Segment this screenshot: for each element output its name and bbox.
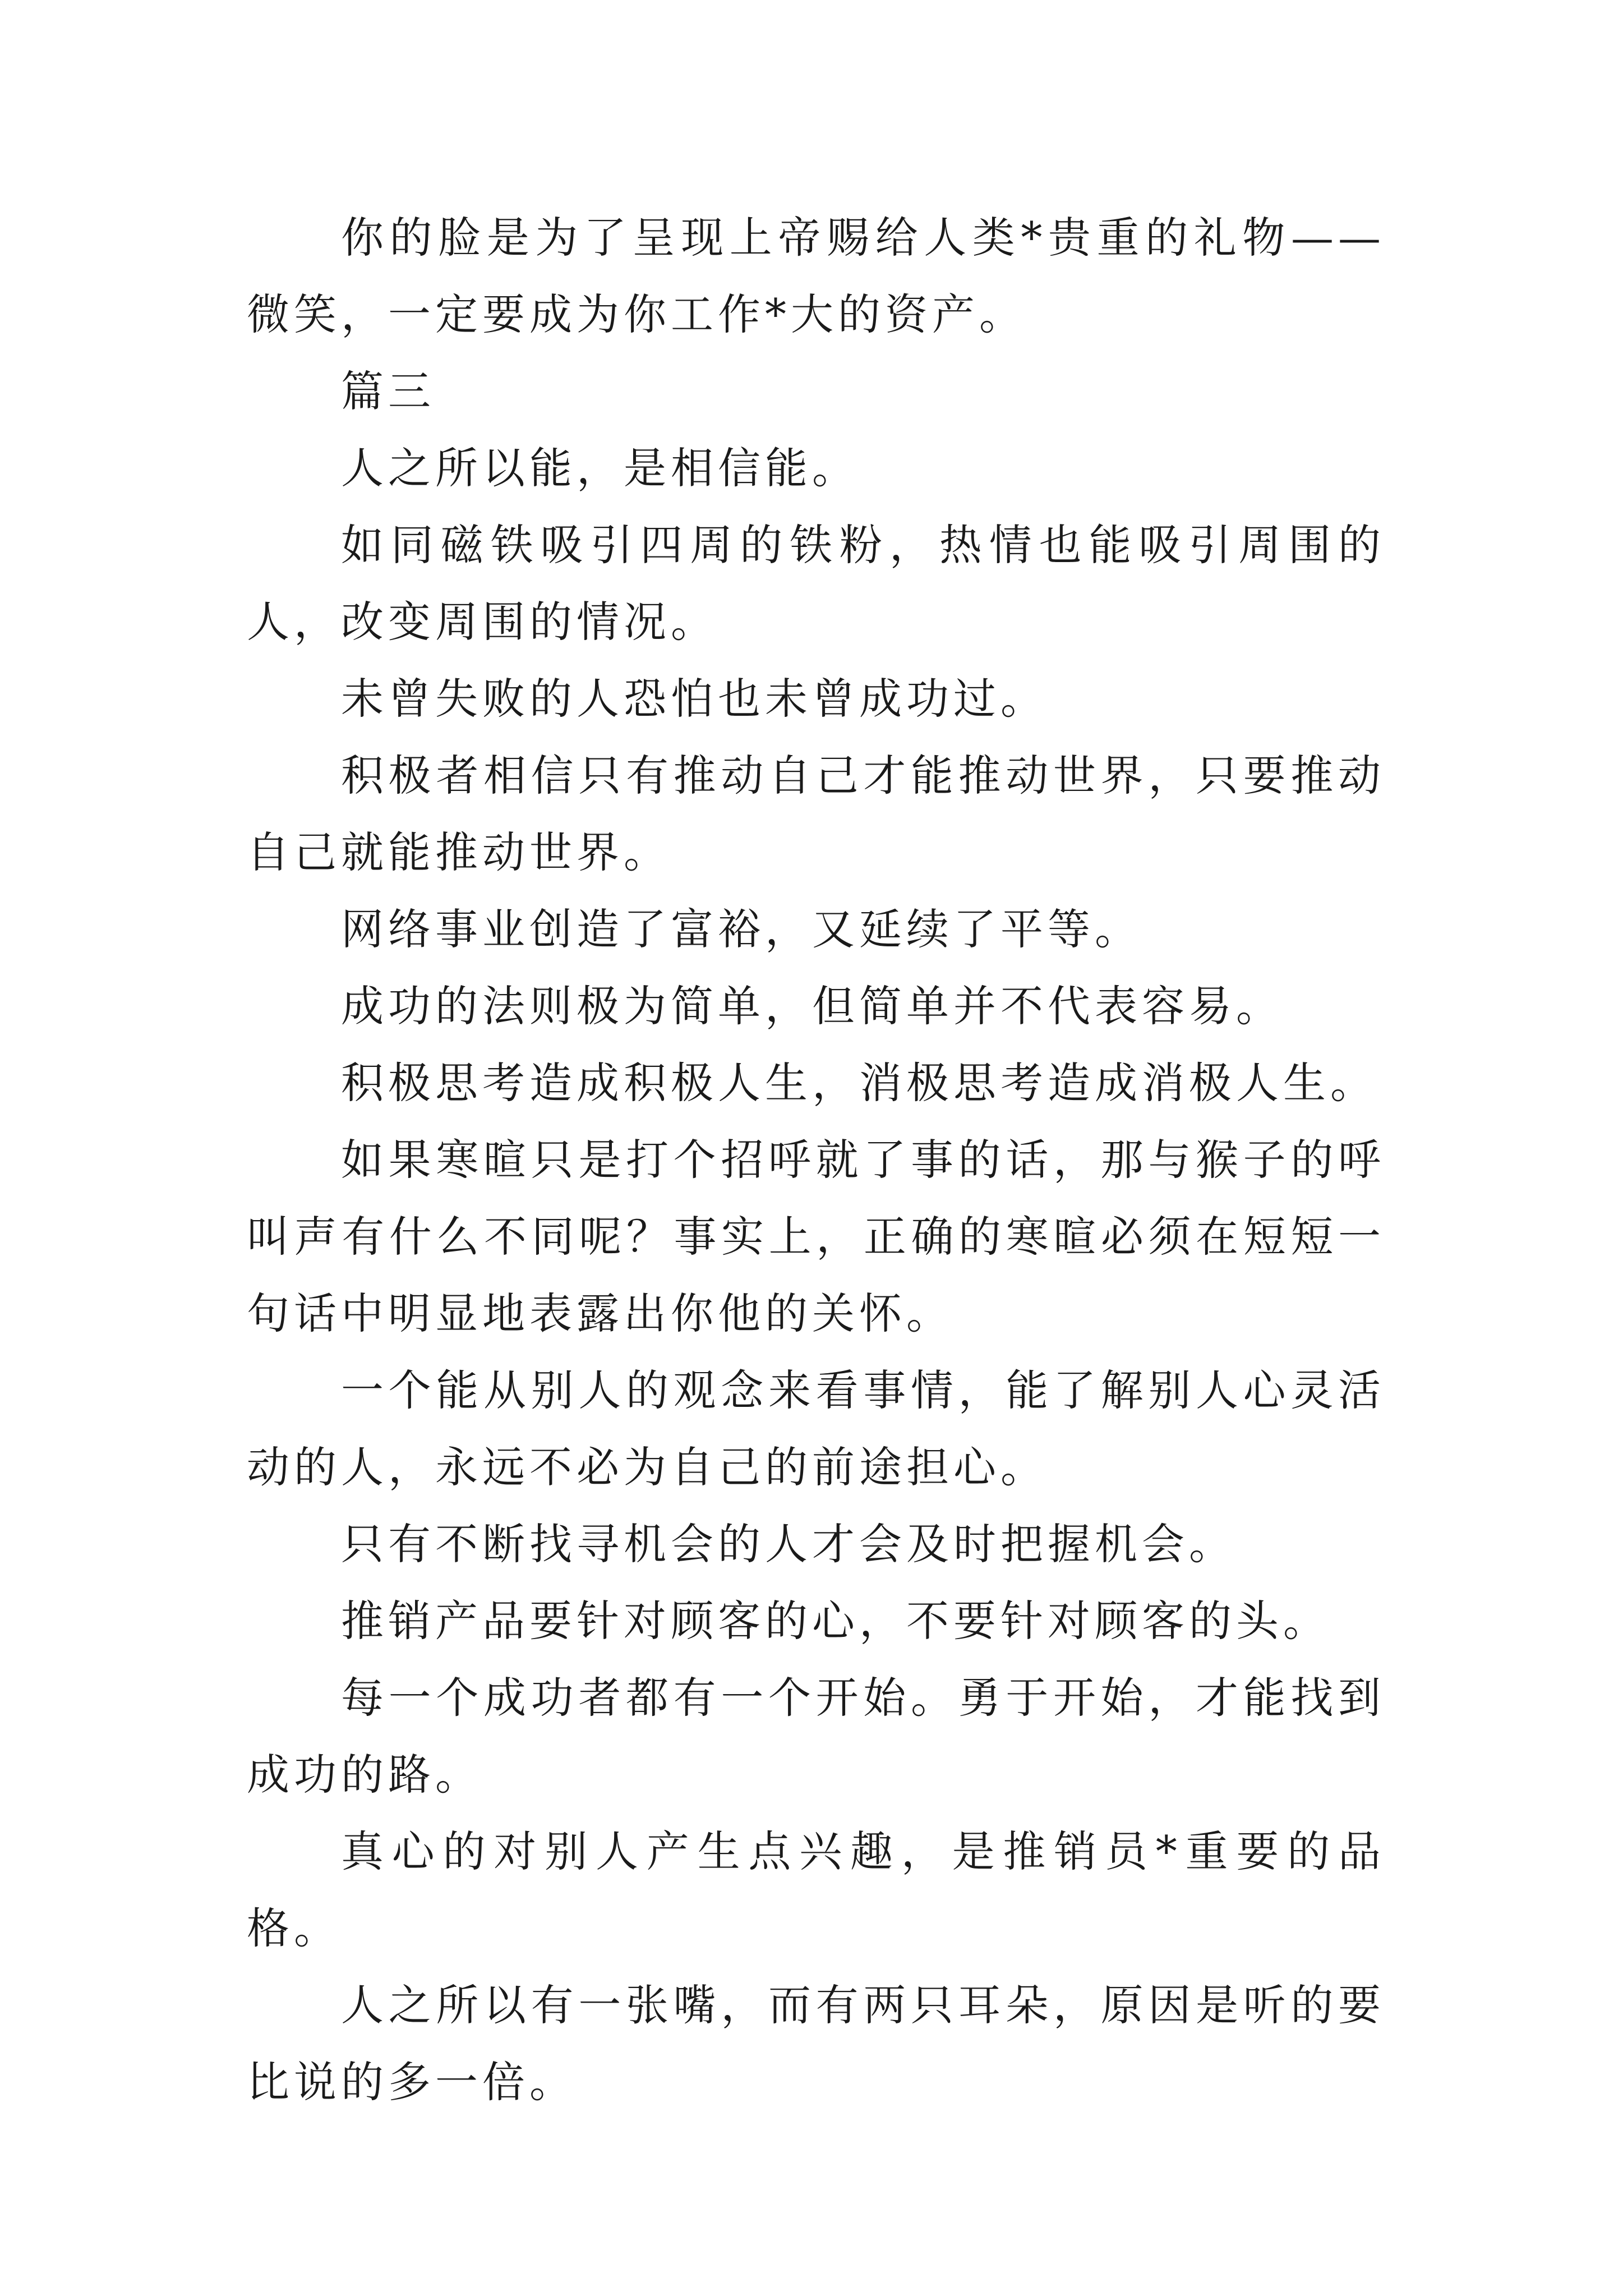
paragraph-thinking: 积极思考造成积极人生，消极思考造成消极人生。	[341, 1058, 1377, 1108]
paragraph-opportunity: 只有不断找寻机会的人才会及时把握机会。	[341, 1519, 1236, 1569]
paragraph-perspective: 一个能从别人的观念来看事情，能了解别人心灵活动的人，永远不必为自己的前途担心。	[247, 1365, 1385, 1492]
paragraph-rules: 成功的法则极为简单，但简单并不代表容易。	[341, 981, 1283, 1031]
paragraph-smile: 你的脸是为了呈现上帝赐给人类*贵重的礼物——微笑，一定要成为你工作*大的资产。	[247, 213, 1385, 339]
paragraph-heart: 推销产品要针对顾客的心，不要针对顾客的头。	[341, 1596, 1330, 1646]
document-body	[247, 199, 1385, 2120]
section-heading: 篇三	[341, 366, 435, 416]
paragraph-belief: 人之所以能，是相信能。	[341, 443, 859, 493]
paragraph-push-world: 积极者相信只有推动自己才能推动世界，只要推动自己就能推动世界。	[247, 751, 1385, 877]
paragraph-greeting: 如果寒暄只是打个招呼就了事的话，那与猴子的呼叫声有什么不同呢？事实上，正确的寒暄必须在短短一句话中明显地表露出你他的关怀。	[247, 1135, 1385, 1338]
paragraph-failure: 未曾失败的人恐怕也未曾成功过。	[341, 674, 1048, 724]
paragraph-interest: 真心的对别人产生点兴趣，是推销员*重要的品格。	[247, 1826, 1385, 1953]
paragraph-beginning: 每一个成功者都有一个开始。勇于开始，才能找到成功的路。	[247, 1673, 1385, 1800]
paragraph-network: 网络事业创造了富裕，又延续了平等。	[341, 904, 1142, 954]
paragraph-magnet: 如同磁铁吸引四周的铁粉，热情也能吸引周围的人，改变周围的情况。	[247, 520, 1385, 647]
paragraph-listen: 人之所以有一张嘴，而有两只耳朵，原因是听的要比说的多一倍。	[247, 1980, 1385, 2107]
